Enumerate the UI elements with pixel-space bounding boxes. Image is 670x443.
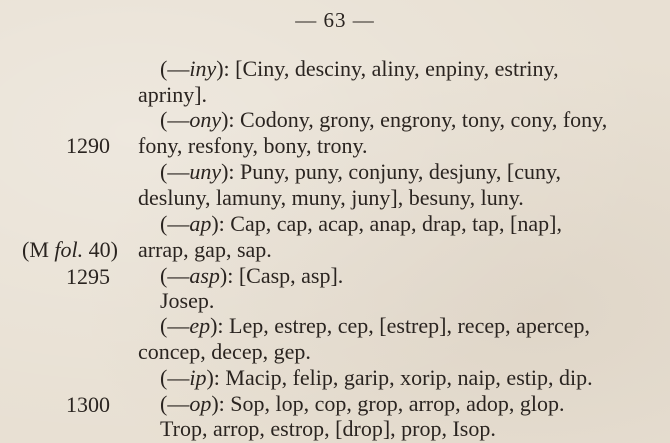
rhyme-ending: op — [189, 391, 212, 416]
text-line-10: Josep. — [160, 288, 215, 313]
rhyme-ending: ip — [189, 365, 207, 390]
line-text: ): Sop, lop, cop, grop, arrop, adop, glop. — [211, 391, 565, 416]
line-prefix: (— — [160, 313, 190, 338]
text-line-1 — [160, 56, 559, 82]
page-number: — 63 — — [295, 8, 375, 32]
text-line-13 — [160, 365, 593, 391]
line-number-1295: 1295 — [66, 264, 110, 289]
line-text: ): Codony, grony, engrony, tony, cony, fony, — [221, 107, 608, 132]
text-line-6: desluny, lamuny, muny, juny], besuny, luny. — [138, 185, 524, 210]
text-line-11 — [160, 313, 590, 339]
line-text: ): Puny, puny, conjuny, desjuny, [cuny, — [221, 159, 562, 184]
line-prefix: (— — [160, 391, 190, 416]
line-number-1300: 1300 — [66, 392, 110, 417]
rhyme-ending: ap — [189, 211, 212, 236]
line-text: ): Cap, cap, acap, anap, drap, tap, [nap], — [211, 211, 562, 236]
line-text: ): [Casp, asp]. — [219, 263, 344, 288]
text-line-7 — [160, 211, 562, 237]
text-line-3 — [160, 107, 607, 133]
line-text: ): [Ciny, desciny, aliny, enpiny, estriny, — [216, 56, 559, 81]
line-text: ): Macip, felip, garip, xorip, naip, estip, dip. — [206, 365, 593, 390]
line-prefix: (— — [160, 159, 190, 184]
line-number-1290: 1290 — [66, 133, 110, 158]
line-prefix: (— — [160, 211, 190, 236]
text-line-4: fony, resfony, bony, trony. — [138, 133, 368, 158]
line-prefix: (— — [160, 263, 190, 288]
line-prefix: (— — [160, 107, 190, 132]
line-prefix: (— — [160, 365, 190, 390]
rhyme-ending: ep — [189, 313, 211, 338]
text-line-5 — [160, 159, 561, 185]
text-line-9 — [160, 263, 343, 289]
folio-reference: (M fol. 40) — [22, 237, 118, 262]
rhyme-ending: ony — [189, 107, 222, 132]
rhyme-ending: uny — [189, 159, 222, 184]
rhyme-ending: asp — [189, 263, 220, 288]
text-line-14 — [160, 391, 565, 417]
line-prefix: (— — [160, 56, 190, 81]
text-line-15: Trop, arrop, estrop, [drop], prop, Isop. — [160, 416, 496, 441]
rhyme-ending: iny — [189, 56, 217, 81]
line-text: ): Lep, estrep, cep, [estrep], recep, apercep, — [210, 313, 590, 338]
text-line-8: arrap, gap, sap. — [138, 237, 272, 262]
text-line-12: concep, decep, gep. — [138, 339, 311, 364]
text-line-2: apriny]. — [138, 82, 208, 107]
